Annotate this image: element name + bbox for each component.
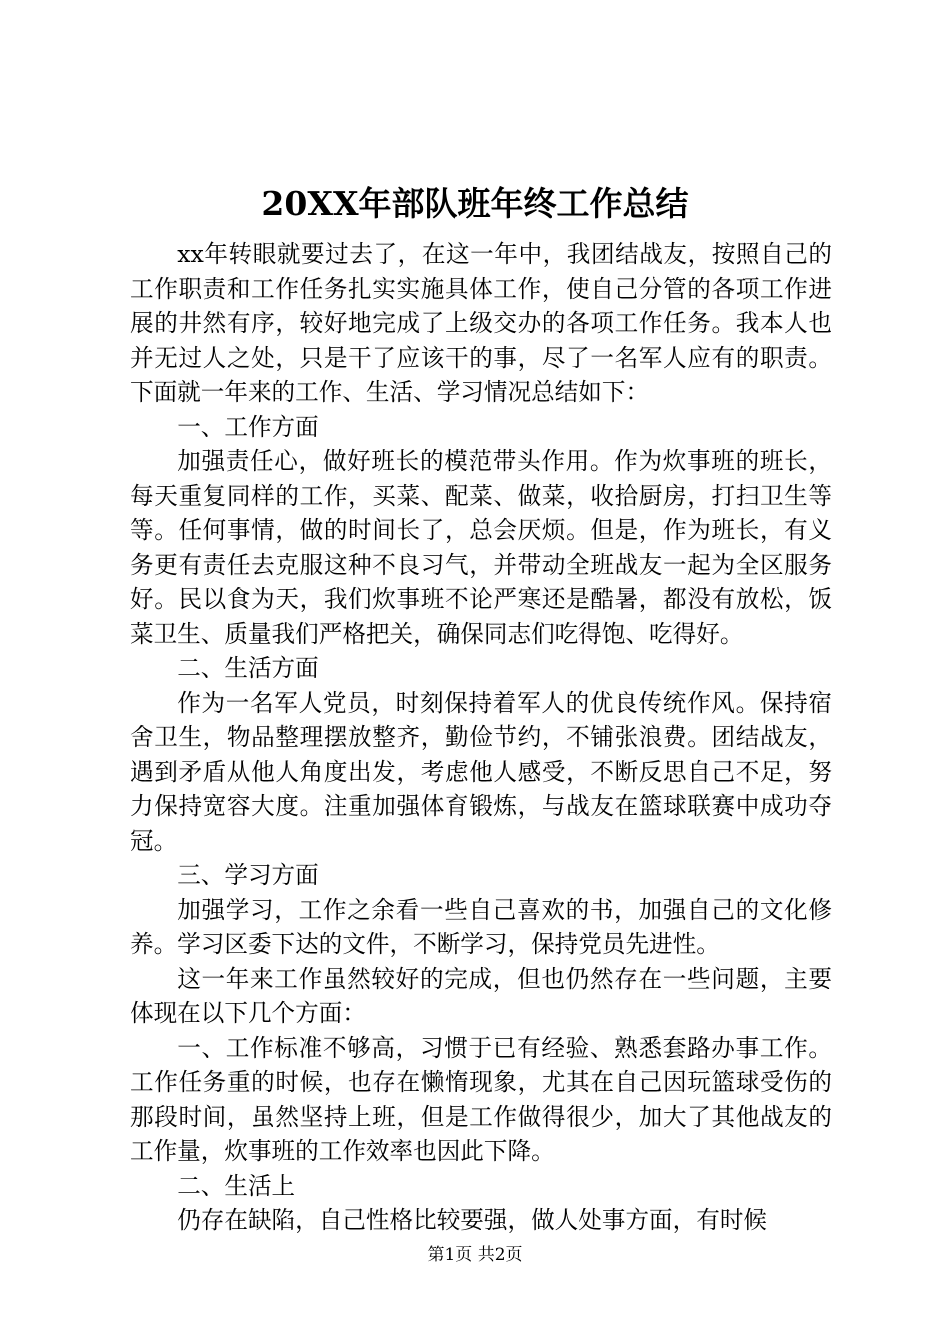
work-paragraph: 加强责任心，做好班长的模范带头作用。作为炊事班的班长，每天重复同样的工作，买菜、配菜、做菜，收拾厨房，打扫卫生等等。任何事情，做的时间长了，总会厌烦。但是，作为班长，有义务更有责任去克服这种不良习气，并带动全班战友一起为全区服务好。民以食为天，我们炊事班不论严寒还是酷暑，都没有放松，饭菜卫生、质量我们严格把关，确保同志们吃得饱、吃得好。	[130, 447, 832, 648]
section-heading-life-problem: 二、生活上	[177, 1171, 296, 1200]
section-heading-study: 三、学习方面	[177, 861, 319, 889]
life-paragraph: 作为一名军人党员，时刻保持着军人的优良传统作风。保持宿舍卫生，物品整理摆放整齐，勤俭节约，不铺张浪费。团结战友，遇到矛盾从他人角度出发，考虑他人感受，不断反思自己不足，努力保持宽容大度。注重加强体育锻炼，与战友在篮球联赛中成功夺冠。	[130, 688, 832, 855]
section-heading-work: 一、工作方面	[177, 412, 319, 441]
intro-paragraph: xx年转眼就要过去了，在这一年中，我团结战友，按照自己的工作职责和工作任务扎实实施具体工作，使自己分管的各项工作进展的井然有序，较好地完成了上级交办的各项工作任务。我本人也并无过人之处，只是干了应该干的事，尽了一名军人应有的职责。下面就一年来的工作、生活、学习情况总结如下：	[130, 240, 832, 406]
page-footer: 第1页 共2页	[427, 1245, 523, 1265]
study-paragraph: 加强学习，工作之余看一些自己喜欢的书，加强自己的文化修养。学习区委下达的文件，不断学习，保持党员先进性。	[130, 895, 832, 958]
section-heading-life: 二、生活方面	[177, 654, 319, 682]
problems-intro-paragraph: 这一年来工作虽然较好的完成，但也仍然存在一些问题，主要体现在以下几个方面：	[130, 964, 832, 1027]
problem-work-paragraph: 一、工作标准不够高，习惯于已有经验、熟悉套路办事工作。工作任务重的时候，也存在懒惰现象，尤其在自己因玩篮球受伤的那段时间，虽然坚持上班，但是工作做得很少，加大了其他战友的工作量，炊事班的工作效率也因此下降。	[130, 1033, 832, 1165]
document-title: 20XX年部队班年终工作总结	[261, 184, 689, 223]
document-body	[130, 237, 832, 1238]
problem-life-paragraph: 仍存在缺陷，自己性格比较要强，做人处事方面，有时候	[177, 1206, 768, 1234]
